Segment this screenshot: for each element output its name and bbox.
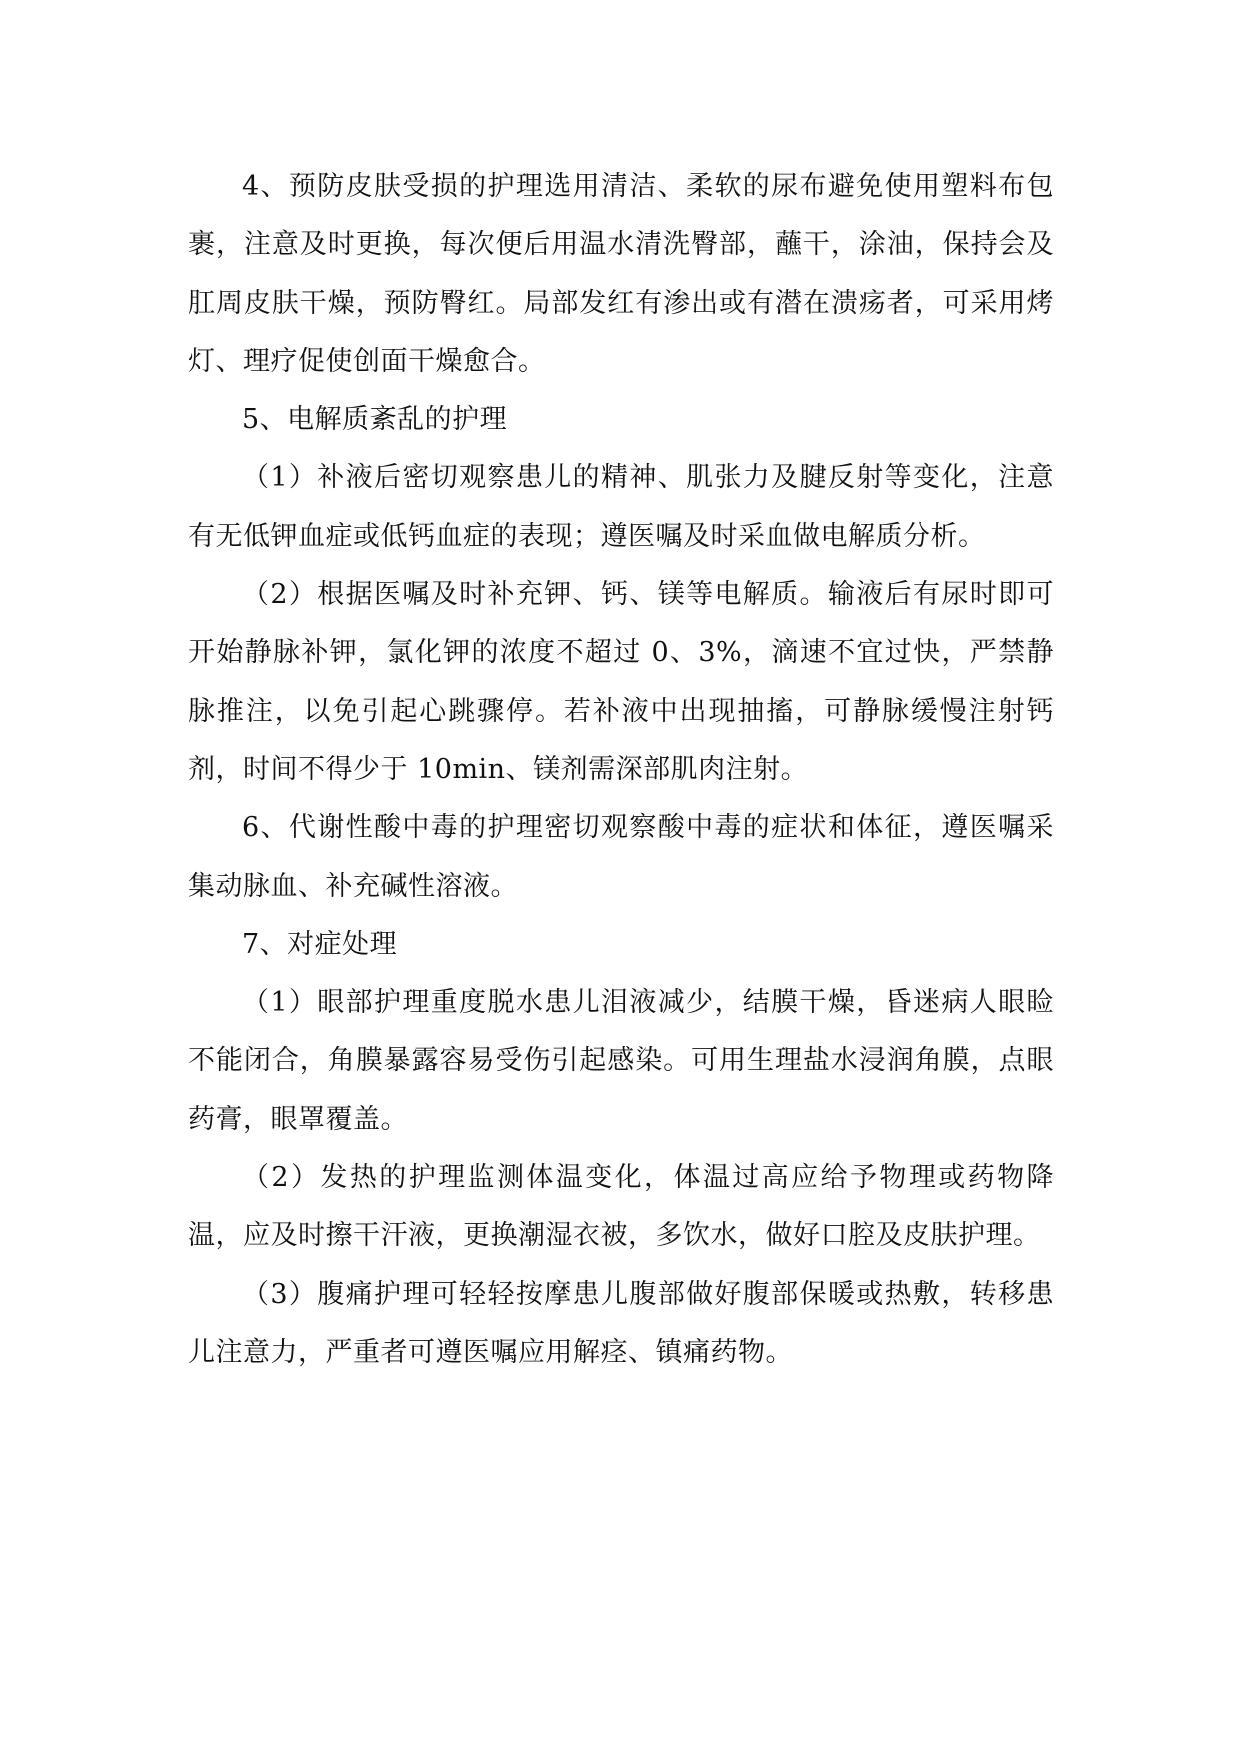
heading-symptomatic-treatment: 7、对症处理 [242,928,398,960]
document-body [188,158,1054,1382]
paragraph-skin-care: 4、预防皮肤受损的护理选用清洁、柔软的尿布避免使用塑料布包裹，注意及时更换，每次便后用温水清洗臀部，蘸干，涂油，保持会及肛周皮肤干燥，预防臀红。局部发红有渗出或有潜在溃疡者，可采用烤灯、理疗促使创面干燥愈合。 [188,171,1054,377]
heading-electrolyte-care: 5、电解质紊乱的护理 [242,404,508,436]
paragraph-electrolyte-observation: （1）补液后密切观察患儿的精神、肌张力及腱反射等变化，注意有无低钾血症或低钙血症的表现；遵医嘱及时采血做电解质分析。 [188,462,1054,552]
paragraph-eye-care: （1）眼部护理重度脱水患儿泪液减少，结膜干燥，昏迷病人眼睑不能闭合，角膜暴露容易受伤引起感染。可用生理盐水浸润角膜，点眼药膏，眼罩覆盖。 [188,987,1054,1135]
paragraph-abdominal-pain-care: （3）腹痛护理可轻轻按摩患儿腹部做好腹部保暖或热敷，转移患儿注意力，严重者可遵医嘱应用解痉、镇痛药物。 [188,1278,1054,1368]
paragraph-acidosis-care: 6、代谢性酸中毒的护理密切观察酸中毒的症状和体征，遵医嘱采集动脉血、补充碱性溶液。 [188,812,1054,902]
paragraph-electrolyte-supplement: （2）根据医嘱及时补充钾、钙、镁等电解质。输液后有尿时即可开始静脉补钾，氯化钾的浓度不超过 0、3%，滴速不宜过快，严禁静脉推注，以免引起心跳骤停。若补液中出现抽搐，可静脉缓慢注射钙剂，时间不得少于 10min、镁剂需深部肌肉注射。 [188,579,1054,785]
paragraph-fever-care: （2）发热的护理监测体温变化，体温过高应给予物理或药物降温，应及时擦干汗液，更换潮湿衣被，多饮水，做好口腔及皮肤护理。 [188,1162,1054,1252]
